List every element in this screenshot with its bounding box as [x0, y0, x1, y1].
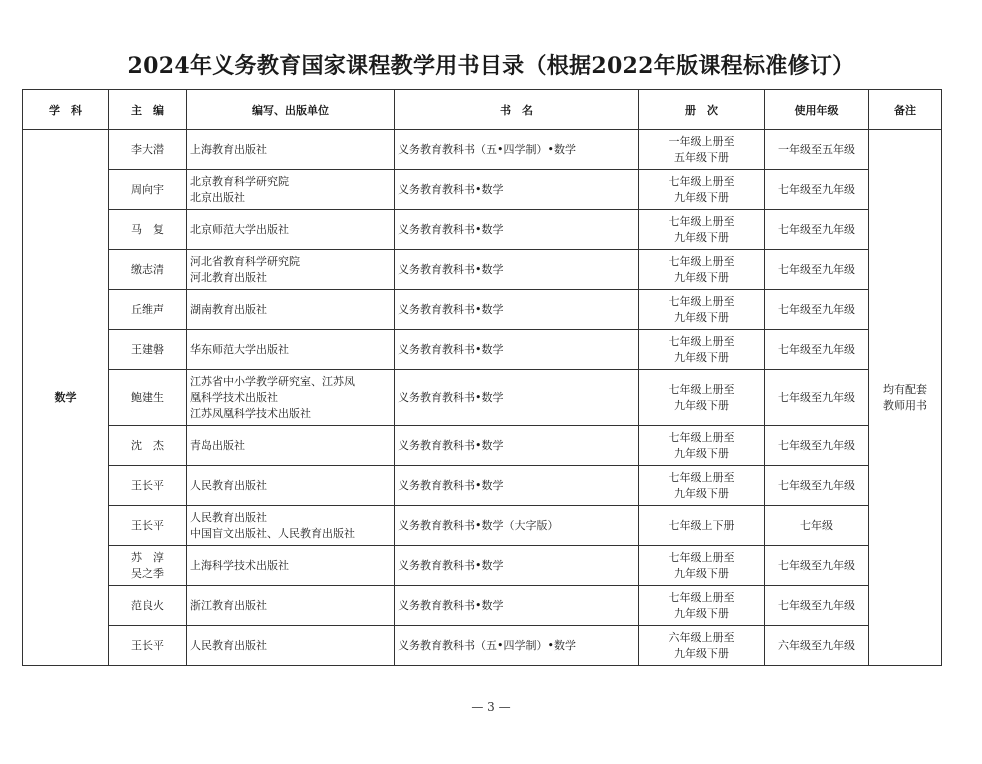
editor-cell	[109, 250, 187, 290]
volume-cell-line: 一年级上册至	[668, 134, 735, 148]
book-title-cell: 义务教育教科书•数学	[395, 290, 639, 330]
book-title-cell: 义务教育教科书•数学	[395, 170, 639, 210]
book-title-cell: 义务教育教科书•数学	[395, 466, 639, 506]
editor-cell-line: 苏 淳	[131, 550, 164, 564]
grade-cell: 七年级至九年级	[765, 330, 869, 370]
editor-cell	[109, 586, 187, 626]
publisher-cell-line: 湖南教育出版社	[190, 302, 267, 316]
table-row	[23, 330, 942, 370]
table-row	[23, 546, 942, 586]
editor-cell-line: 沈 杰	[131, 438, 164, 452]
volume-cell	[639, 466, 765, 506]
publisher-cell	[187, 250, 395, 290]
subject-cell: 数学	[23, 130, 109, 666]
table-row	[23, 466, 942, 506]
publisher-cell	[187, 506, 395, 546]
publisher-cell	[187, 426, 395, 466]
header-publisher: 编写、出版单位	[187, 90, 395, 130]
publisher-cell	[187, 130, 395, 170]
publisher-cell	[187, 370, 395, 426]
publisher-cell	[187, 626, 395, 666]
editor-cell	[109, 130, 187, 170]
volume-cell-line: 九年级下册	[674, 486, 729, 500]
editor-cell-line: 王建磐	[131, 342, 164, 356]
editor-cell	[109, 370, 187, 426]
grade-cell: 七年级至九年级	[765, 466, 869, 506]
publisher-cell-line: 河北省教育科学研究院	[190, 254, 300, 268]
volume-cell	[639, 546, 765, 586]
book-title-cell: 义务教育教科书（五•四学制）•数学	[395, 130, 639, 170]
volume-cell-line: 七年级上册至	[668, 430, 735, 444]
volume-cell-line: 七年级上册至	[668, 334, 735, 348]
editor-cell	[109, 210, 187, 250]
table-row	[23, 290, 942, 330]
book-title-cell: 义务教育教科书•数学	[395, 586, 639, 626]
grade-cell: 七年级至九年级	[765, 250, 869, 290]
editor-cell-line: 吴之季	[131, 566, 164, 580]
publisher-cell-line: 河北教育出版社	[190, 270, 267, 284]
grade-cell: 六年级至九年级	[765, 626, 869, 666]
grade-cell: 一年级至五年级	[765, 130, 869, 170]
table-row	[23, 130, 942, 170]
editor-cell-line: 缴志清	[131, 262, 164, 276]
editor-cell-line: 鲍建生	[131, 390, 164, 404]
grade-cell: 七年级至九年级	[765, 586, 869, 626]
volume-cell	[639, 210, 765, 250]
volume-cell	[639, 586, 765, 626]
publisher-cell-line: 人民教育出版社	[190, 478, 267, 492]
header-editor: 主 编	[109, 90, 187, 130]
editor-cell	[109, 290, 187, 330]
publisher-cell	[187, 330, 395, 370]
book-title-cell: 义务教育教科书•数学	[395, 250, 639, 290]
grade-cell: 七年级至九年级	[765, 426, 869, 466]
publisher-cell	[187, 546, 395, 586]
volume-cell	[639, 130, 765, 170]
volume-cell-line: 七年级上册至	[668, 294, 735, 308]
table-header-row	[23, 90, 942, 130]
table-row	[23, 370, 942, 426]
table-row	[23, 586, 942, 626]
volume-cell-line: 七年级上册至	[668, 550, 735, 564]
header-note: 备注	[869, 90, 942, 130]
publisher-cell	[187, 290, 395, 330]
volume-cell-line: 九年级下册	[674, 446, 729, 460]
volume-cell-line: 七年级上册至	[668, 470, 735, 484]
publisher-cell	[187, 586, 395, 626]
volume-cell-line: 七年级上册至	[668, 174, 735, 188]
page-number: — 3 —	[471, 700, 511, 714]
volume-cell	[639, 370, 765, 426]
publisher-cell-line: 北京出版社	[190, 190, 245, 204]
volume-cell-line: 七年级上册至	[668, 214, 735, 228]
table-row	[23, 250, 942, 290]
publisher-cell-line: 凰科学技术出版社	[190, 390, 278, 404]
editor-cell-line: 王长平	[131, 518, 164, 532]
publisher-cell	[187, 170, 395, 210]
grade-cell: 七年级至九年级	[765, 170, 869, 210]
grade-cell: 七年级至九年级	[765, 210, 869, 250]
volume-cell-line: 七年级上册至	[668, 254, 735, 268]
document-title: 2024年义务教育国家课程教学用书目录（根据2022年版课程标准修订）	[127, 53, 855, 79]
header-subject: 学 科	[23, 90, 109, 130]
editor-cell-line: 王长平	[131, 478, 164, 492]
book-title-cell: 义务教育教科书•数学（大字版）	[395, 506, 639, 546]
header-book-title: 书 名	[395, 90, 639, 130]
publisher-cell	[187, 466, 395, 506]
publisher-cell-line: 人民教育出版社	[190, 638, 267, 652]
editor-cell	[109, 170, 187, 210]
header-grade: 使用年级	[765, 90, 869, 130]
volume-cell-line: 九年级下册	[674, 398, 729, 412]
volume-cell-line: 五年级下册	[674, 150, 729, 164]
header-volume: 册 次	[639, 90, 765, 130]
book-title-cell: 义务教育教科书•数学	[395, 426, 639, 466]
volume-cell-line: 九年级下册	[674, 646, 729, 660]
publisher-cell-line: 青岛出版社	[190, 438, 245, 452]
grade-cell: 七年级至九年级	[765, 546, 869, 586]
volume-cell	[639, 426, 765, 466]
table-row	[23, 426, 942, 466]
editor-cell	[109, 330, 187, 370]
publisher-cell-line: 上海科学技术出版社	[190, 558, 289, 572]
publisher-cell-line: 江苏凤凰科学技术出版社	[190, 406, 311, 420]
book-title-cell: 义务教育教科书•数学	[395, 210, 639, 250]
table-body	[23, 130, 942, 666]
volume-cell-line: 七年级上册至	[668, 382, 735, 396]
publisher-cell-line: 江苏省中小学教学研究室、江苏凤	[190, 374, 355, 388]
grade-cell: 七年级至九年级	[765, 370, 869, 426]
editor-cell	[109, 506, 187, 546]
editor-cell	[109, 626, 187, 666]
volume-cell-line: 七年级上下册	[668, 518, 735, 532]
publisher-cell-line: 中国盲文出版社、人民教育出版社	[190, 526, 355, 540]
editor-cell-line: 李大潜	[131, 142, 164, 156]
publisher-cell-line: 北京师范大学出版社	[190, 222, 289, 236]
volume-cell-line: 九年级下册	[674, 310, 729, 324]
volume-cell-line: 九年级下册	[674, 190, 729, 204]
table-row	[23, 170, 942, 210]
volume-cell	[639, 330, 765, 370]
volume-cell	[639, 506, 765, 546]
publisher-cell-line: 浙江教育出版社	[190, 598, 267, 612]
grade-cell: 七年级	[765, 506, 869, 546]
editor-cell	[109, 426, 187, 466]
book-title-cell: 义务教育教科书（五•四学制）•数学	[395, 626, 639, 666]
volume-cell	[639, 626, 765, 666]
editor-cell-line: 丘维声	[131, 302, 164, 316]
note-line: 教师用书	[883, 398, 927, 412]
editor-cell	[109, 466, 187, 506]
publisher-cell-line: 人民教育出版社	[190, 510, 267, 524]
volume-cell-line: 九年级下册	[674, 270, 729, 284]
volume-cell-line: 九年级下册	[674, 230, 729, 244]
editor-cell-line: 王长平	[131, 638, 164, 652]
volume-cell-line: 九年级下册	[674, 566, 729, 580]
volume-cell	[639, 250, 765, 290]
grade-cell: 七年级至九年级	[765, 290, 869, 330]
volume-cell	[639, 170, 765, 210]
table-row	[23, 210, 942, 250]
note-cell	[869, 130, 942, 666]
editor-cell	[109, 546, 187, 586]
book-title-cell: 义务教育教科书•数学	[395, 370, 639, 426]
editor-cell-line: 马 复	[131, 222, 164, 236]
publisher-cell	[187, 210, 395, 250]
editor-cell-line: 周向宇	[131, 182, 164, 196]
book-title-cell: 义务教育教科书•数学	[395, 330, 639, 370]
textbook-catalog-table	[22, 89, 942, 666]
table-row	[23, 506, 942, 546]
publisher-cell-line: 北京教育科学研究院	[190, 174, 289, 188]
volume-cell-line: 六年级上册至	[668, 630, 735, 644]
note-line: 均有配套	[883, 382, 927, 396]
volume-cell	[639, 290, 765, 330]
publisher-cell-line: 华东师范大学出版社	[190, 342, 289, 356]
table-row	[23, 626, 942, 666]
volume-cell-line: 七年级上册至	[668, 590, 735, 604]
editor-cell-line: 范良火	[131, 598, 164, 612]
book-title-cell: 义务教育教科书•数学	[395, 546, 639, 586]
publisher-cell-line: 上海教育出版社	[190, 142, 267, 156]
volume-cell-line: 九年级下册	[674, 606, 729, 620]
volume-cell-line: 九年级下册	[674, 350, 729, 364]
